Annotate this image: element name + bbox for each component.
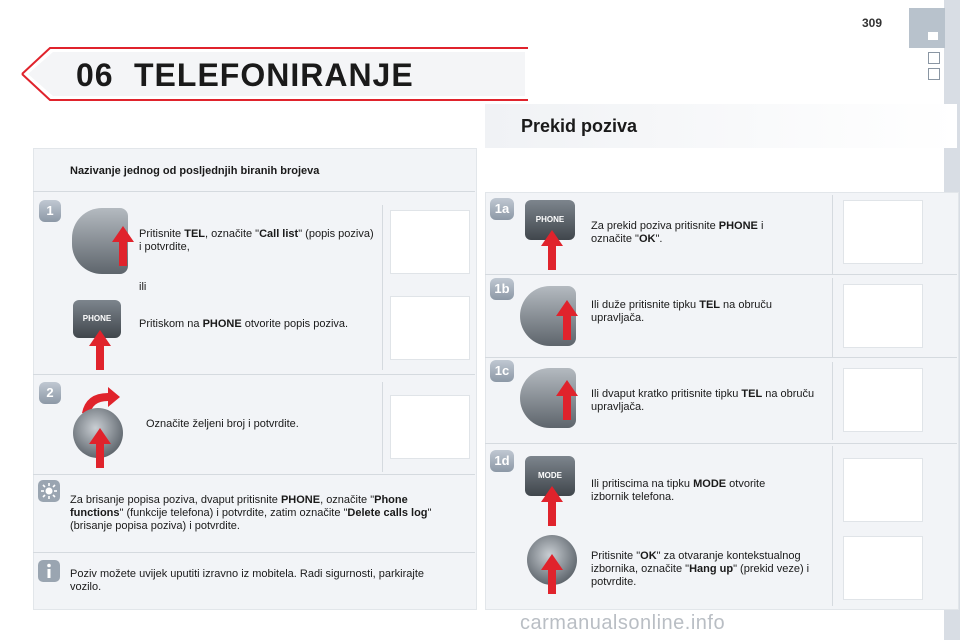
step1d-ok-instruction: Pritisnite "OK" za otvaranje kontekstualnog izbornika, označite "Hang up" (prekid veze) i potvrdite.	[591, 550, 810, 588]
divider	[832, 362, 833, 440]
step1-instruction: Pritisnite TEL, označite "Call list" (popis poziva) i potvrdite,	[139, 228, 374, 253]
divider	[832, 446, 833, 606]
radio-unit-image	[390, 395, 470, 459]
section-title-right: Prekid poziva	[521, 116, 638, 136]
step-badge-1a: 1a	[490, 198, 514, 220]
tip-text: Za brisanje popisa poziva, dvaput pritisnite PHONE, označite "Phone functions" (funkcije telefona) i potvrdite, zatim označite "Delete calls log" (brisanje popisa poziva) i potvrdite.	[70, 494, 432, 532]
divider	[33, 552, 475, 553]
tip-icon	[38, 480, 60, 502]
left-section-title: Nazivanje jednog od posljednjih biranih brojeva	[70, 165, 320, 177]
step1b-instruction: Ili duže pritisnite tipku TEL na obruču upravljača.	[591, 299, 772, 324]
steering-control-image	[390, 210, 470, 274]
mode-button-icon: MODE	[525, 456, 575, 496]
steering-control-image	[843, 368, 923, 432]
red-arrow-icon	[541, 230, 563, 270]
red-arrow-icon	[556, 380, 578, 420]
phone-button-icon: PHONE	[525, 200, 575, 240]
step-badge-2: 2	[39, 382, 61, 404]
red-arrow-icon	[89, 330, 111, 370]
divider	[382, 205, 383, 370]
chapter-marker-empty	[928, 68, 940, 80]
divider	[832, 278, 833, 358]
radio-unit-image	[843, 200, 923, 264]
step1d-instruction: Ili pritiscima na tipku MODE otvorite izbornik telefona.	[591, 478, 766, 503]
step1c-instruction: Ili dvaput kratko pritisnite tipku TEL na obruču upravljača.	[591, 388, 815, 413]
red-arrow-icon	[112, 226, 134, 266]
divider	[485, 357, 957, 358]
steering-control-image	[843, 284, 923, 348]
step-badge-1b: 1b	[490, 278, 514, 300]
page-number: 309	[862, 16, 883, 30]
step2-instruction: Označite željeni broj i potvrdite.	[146, 418, 299, 430]
divider	[485, 274, 957, 275]
divider	[33, 191, 475, 192]
radio-unit-image	[843, 536, 923, 600]
red-arrow-icon	[541, 486, 563, 526]
step1a-instruction: Za prekid poziva pritisnite PHONE i označite "OK".	[591, 220, 764, 245]
red-arrow-icon	[541, 554, 563, 594]
chapter-title: TELEFONIRANJE	[134, 57, 414, 93]
page-tab-marker	[928, 32, 938, 40]
radio-unit-image	[390, 296, 470, 360]
red-arrow-icon	[89, 428, 111, 468]
divider	[485, 443, 957, 444]
chapter-marker-empty	[928, 52, 940, 64]
radio-unit-image	[843, 458, 923, 522]
page-tab	[909, 8, 945, 48]
step-badge-1: 1	[39, 200, 61, 222]
info-text: Poziv možete uvijek uputiti izravno iz mobitela. Radi sigurnosti, parkirajte vozilo.	[70, 568, 424, 593]
or-label: ili	[139, 281, 147, 293]
red-arrow-icon	[556, 300, 578, 340]
watermark: carmanualsonline.info	[520, 612, 726, 634]
step1-alt-instruction: Pritiskom na PHONE otvorite popis poziva.	[139, 318, 349, 330]
info-icon	[38, 560, 60, 582]
divider	[382, 382, 383, 472]
divider	[832, 195, 833, 275]
step-badge-1d: 1d	[490, 450, 514, 472]
divider	[33, 374, 475, 375]
chapter-number: 06	[76, 57, 114, 93]
divider	[33, 474, 475, 475]
step-badge-1c: 1c	[490, 360, 514, 382]
phone-button-icon: PHONE	[73, 300, 121, 338]
